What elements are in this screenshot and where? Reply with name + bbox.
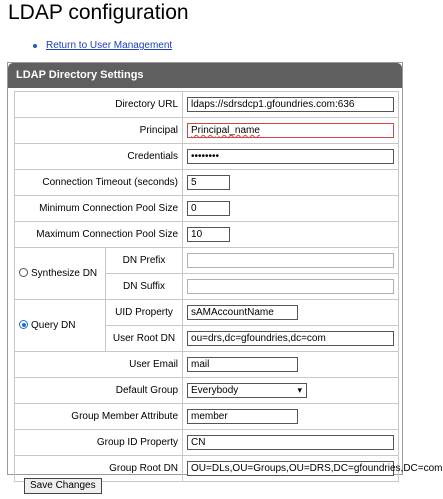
chevron-down-icon: ▾ — [297, 385, 303, 395]
save-changes-button[interactable]: Save Changes — [24, 478, 102, 494]
default-group-select[interactable] — [187, 383, 307, 398]
row-credentials — [15, 144, 399, 170]
principal-value: Principal_name — [191, 125, 260, 136]
default-group-label: Default Group — [15, 378, 183, 404]
user-root-dn-label: User Root DN — [106, 326, 183, 352]
row-principal — [15, 118, 399, 144]
directory-url-label: Directory URL — [15, 92, 183, 118]
dn-suffix-input[interactable] — [187, 279, 394, 294]
panel-header: LDAP Directory Settings — [8, 63, 402, 88]
radio-unselected-icon[interactable] — [19, 268, 28, 277]
group-id-property-label: Group ID Property — [15, 430, 183, 456]
row-default-group — [15, 378, 399, 404]
page-title: LDAP configuration — [8, 1, 189, 24]
default-group-value: Everybody — [191, 385, 239, 396]
ldap-settings-form — [14, 91, 443, 482]
dn-suffix-label: DN Suffix — [106, 274, 183, 300]
credentials-password-input[interactable]: •••••••• — [187, 149, 394, 164]
group-member-attribute-input[interactable]: member — [187, 409, 298, 424]
nav-item-return — [30, 39, 172, 52]
return-to-user-management-link[interactable]: Return to User Management — [46, 40, 173, 51]
connection-timeout-label: Connection Timeout (seconds) — [15, 170, 183, 196]
query-dn-label: Query DN — [31, 320, 76, 331]
uid-property-input[interactable]: sAMAccountName — [187, 305, 298, 320]
row-group-member-attribute — [15, 404, 399, 430]
principal-input[interactable] — [187, 123, 394, 138]
row-dn-prefix — [15, 248, 399, 274]
credentials-label: Credentials — [15, 144, 183, 170]
user-email-input[interactable]: mail — [187, 357, 298, 372]
synthesize-dn-label: Synthesize DN — [31, 268, 98, 279]
row-directory-url — [15, 92, 399, 118]
group-member-attribute-label: Group Member Attribute — [15, 404, 183, 430]
row-user-email — [15, 352, 399, 378]
max-pool-label: Maximum Connection Pool Size — [15, 222, 183, 248]
dn-prefix-input[interactable] — [187, 253, 394, 268]
max-pool-input[interactable]: 10 — [187, 227, 230, 242]
user-email-label: User Email — [15, 352, 183, 378]
radio-selected-icon[interactable] — [19, 320, 28, 329]
row-group-id-property — [15, 430, 399, 456]
dn-prefix-label: DN Prefix — [106, 248, 183, 274]
connection-timeout-input[interactable]: 5 — [187, 175, 230, 190]
user-root-dn-input[interactable]: ou=drs,dc=gfoundries,dc=com — [187, 331, 394, 346]
min-pool-label: Minimum Connection Pool Size — [15, 196, 183, 222]
directory-url-input[interactable]: ldaps://sdrsdcp1.gfoundries.com:636 — [187, 97, 394, 112]
uid-property-label: UID Property — [106, 300, 183, 326]
ldap-settings-panel — [7, 62, 443, 475]
row-connection-timeout — [15, 170, 399, 196]
nav-links — [30, 39, 172, 52]
row-max-pool — [15, 222, 399, 248]
min-pool-input[interactable]: 0 — [187, 201, 230, 216]
group-root-dn-input[interactable]: OU=DLs,OU=Groups,OU=DRS,DC=gfoundries,DC=com — [187, 461, 394, 476]
row-min-pool — [15, 196, 399, 222]
synthesize-dn-option[interactable] — [15, 248, 106, 300]
principal-label: Principal — [15, 118, 183, 144]
group-root-dn-label: Group Root DN — [15, 456, 183, 482]
group-id-property-input[interactable]: CN — [187, 435, 394, 450]
row-uid-property — [15, 300, 399, 326]
query-dn-option[interactable] — [15, 300, 106, 352]
